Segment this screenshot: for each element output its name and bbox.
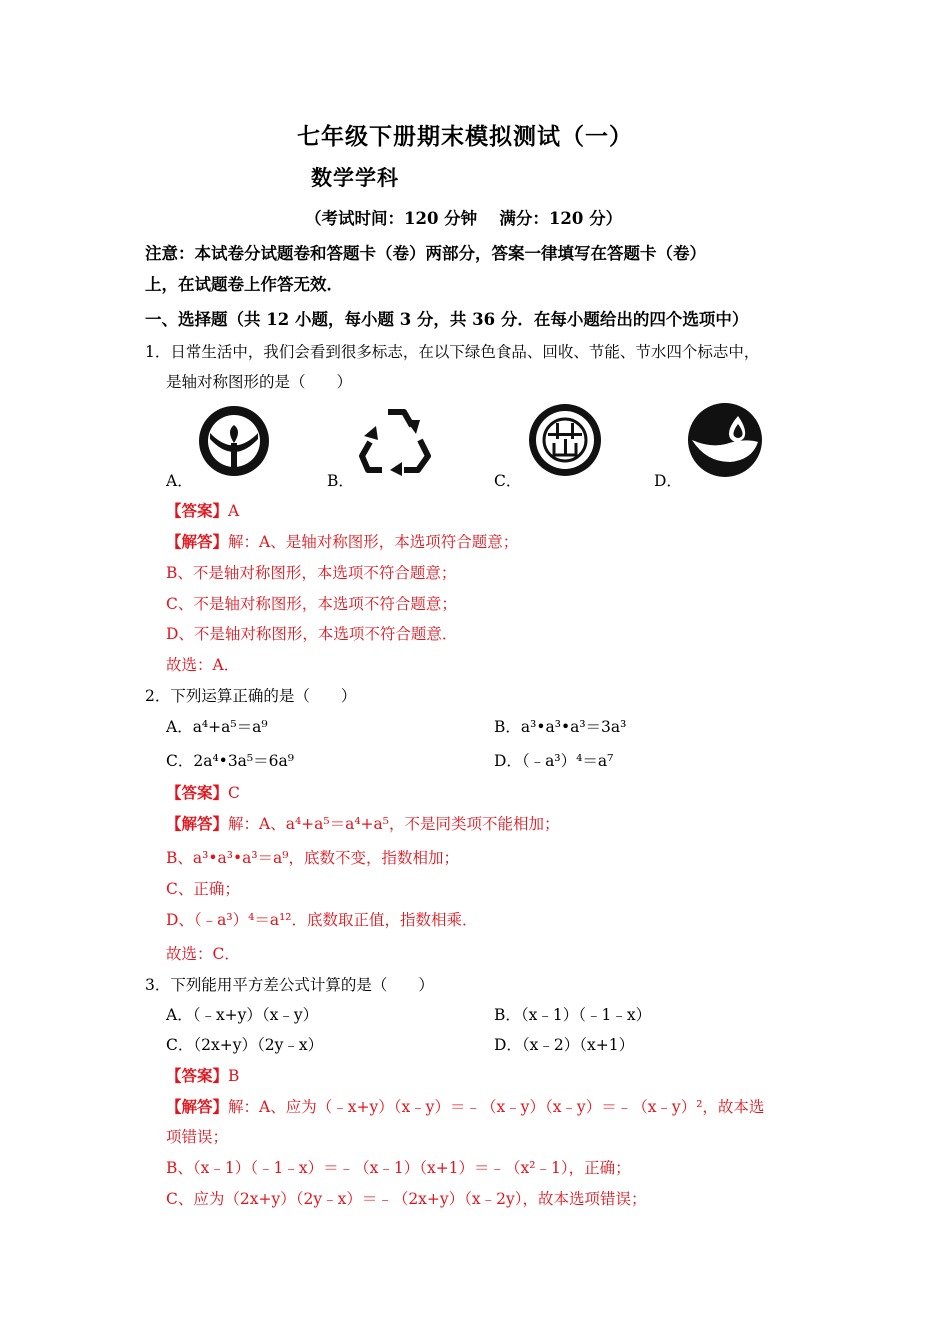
q2-stem: 2．下列运算正确的是（ ） <box>145 687 357 705</box>
answer-label: 【答案】 <box>166 783 229 802</box>
q3-option-a: A．（﹣x+y）（x﹣y） <box>166 1006 319 1024</box>
water-saving-logo-icon <box>686 402 764 478</box>
notice-line-2: 上，在试题卷上作答无效． <box>145 275 343 294</box>
q1-solution-1: 【解答】解：A、是轴对称图形，本选项符合题意； <box>166 532 519 551</box>
q3-stem: 3．下列能用平方差公式计算的是（ ） <box>145 976 434 994</box>
q2-solution-4: D、（﹣a³）⁴＝a¹²．底数取正值，指数相乘． <box>166 911 478 929</box>
answer-value: B <box>228 1067 240 1085</box>
solution-label: 【解答】 <box>166 814 229 833</box>
q2-option-b: B．a³•a³•a³＝3a³ <box>494 718 627 736</box>
q3-solution-2: B、（x﹣1）（﹣1﹣x）＝﹣（x﹣1）（x+1）＝﹣（x²﹣1），正确； <box>166 1159 631 1177</box>
q1-option-a: A． <box>166 472 193 490</box>
q2-solution-5: 故选：C． <box>166 945 240 963</box>
solution-label: 【解答】 <box>166 532 229 551</box>
q2-answer <box>166 781 240 803</box>
green-food-logo-icon <box>196 403 272 479</box>
subject-title: 数学学科 <box>311 165 399 190</box>
q2-option-d: D．（﹣a³）⁴＝a⁷ <box>494 752 614 770</box>
q1-option-c: C． <box>494 472 522 490</box>
q3-option-d: D．（x﹣2）（x+1） <box>494 1036 635 1054</box>
q1-option-b: B． <box>327 472 354 490</box>
answer-value: C <box>228 784 240 802</box>
q3-solution-3: C、应为（2x+y）（2y﹣x）＝﹣（2x+y）（x﹣2y），故本选项错误； <box>166 1190 647 1208</box>
q3-solution-1b: 项错误； <box>166 1128 229 1146</box>
q1-answer <box>166 499 239 521</box>
notice-line-1: 注意：本试卷分试题卷和答题卡（卷）两部分，答案一律填写在答题卡（卷） <box>145 244 706 263</box>
q1-solution-2: B、不是轴对称图形，本选项不符合题意； <box>166 564 457 582</box>
q2-option-a: A．a⁴+a⁵＝a⁹ <box>166 718 268 736</box>
answer-value: A <box>228 502 240 520</box>
q2-solution-1: 【解答】解：A、a⁴+a⁵＝a⁴+a⁵，不是同类项不能相加； <box>166 814 560 833</box>
q2-solution-2: B、a³•a³•a³＝a⁹，底数不变，指数相加； <box>166 849 459 867</box>
answer-label: 【答案】 <box>166 501 229 520</box>
q2-option-c: C．2a⁴•3a⁵＝6a⁹ <box>166 752 294 770</box>
q2-solution-3: C、正确； <box>166 880 240 898</box>
q3-answer <box>166 1064 239 1086</box>
answer-label: 【答案】 <box>166 1066 229 1085</box>
recycle-logo-icon <box>358 404 434 478</box>
q1-stem-1: 1．日常生活中，我们会看到很多标志，在以下绿色食品、回收、节能、节水四个标志中， <box>145 343 760 361</box>
q1-solution-5: 故选：A． <box>166 656 240 674</box>
energy-saving-logo-icon <box>526 401 604 479</box>
exam-info: （考试时间：120 分钟 满分：120 分） <box>305 209 623 228</box>
q3-option-b: B．（x﹣1）（﹣1﹣x） <box>494 1006 652 1024</box>
section-heading: 一、选择题（共 12 小题，每小题 3 分，共 36 分．在每小题给出的四个选项中） <box>145 310 749 329</box>
solution-label: 【解答】 <box>166 1097 229 1116</box>
q1-stem-2: 是轴对称图形的是（ ） <box>166 373 353 391</box>
page-title: 七年级下册期末模拟测试（一） <box>297 123 633 150</box>
q3-option-c: C．（2x+y）（2y﹣x） <box>166 1036 324 1054</box>
q1-solution-3: C、不是轴对称图形，本选项不符合题意； <box>166 595 457 613</box>
q1-solution-4: D、不是轴对称图形，本选项不符合题意． <box>166 625 458 643</box>
q1-option-d: D． <box>654 472 682 490</box>
q3-solution-1: 【解答】解：A、应为（﹣x+y）（x﹣y）＝﹣（x﹣y）（x﹣y）＝﹣（x﹣y）²，故本选 <box>166 1097 765 1116</box>
